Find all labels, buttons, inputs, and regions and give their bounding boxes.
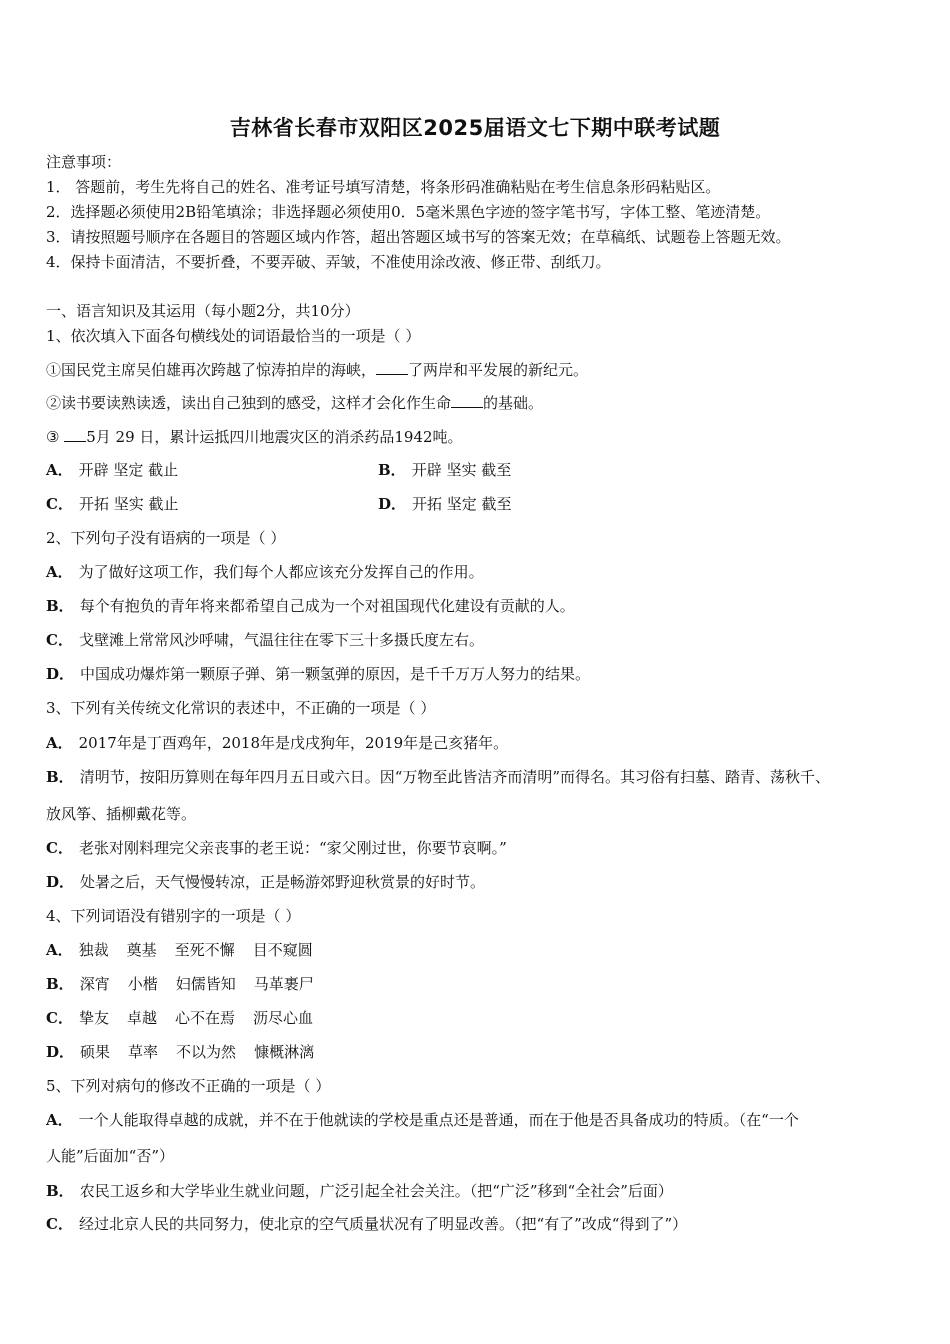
notice-item-4: 4．保持卡面清洁，不要折叠，不要弄破、弄皱，不准使用涂改液、修正带、刮纸刀。 bbox=[46, 253, 611, 271]
question-5-option-b: B． 农民工返乡和大学毕业生就业问题，广泛引起全社会关注。（把“广泛”移到“全社会”后面） bbox=[46, 1182, 673, 1200]
notice-item-2: 2．选择题必须使用2B铅笔填涂；非选择题必须使用0．5毫米黑色字迹的签字笔书写，字体工整、笔迹清楚。 bbox=[46, 203, 771, 221]
question-4-option-c: C． 挚友 卓越 心不在焉 沥尽心血 bbox=[46, 1009, 314, 1027]
fill-blank bbox=[451, 393, 483, 408]
question-2-option-d: D． 中国成功爆炸第一颗原子弹、第一颗氢弹的原因，是千千万万人努力的结果。 bbox=[46, 665, 591, 683]
page-title: 吉林省长春市双阳区2025届语文七下期中联考试题 bbox=[229, 116, 721, 140]
question-2-option-a: A． 为了做好这项工作，我们每个人都应该充分发挥自己的作用。 bbox=[46, 563, 484, 581]
notice-item-3: 3．请按照题号顺序在各题目的答题区域内作答，超出答题区域书写的答案无效；在草稿纸、试题卷上答题无效。 bbox=[46, 228, 791, 246]
question-5-option-c: C． 经过北京人民的共同努力，使北京的空气质量状况有了明显改善。（把“有了”改成“得到了”） bbox=[46, 1215, 688, 1233]
question-2-stem: 2、下列句子没有语病的一项是（ ） bbox=[46, 529, 286, 547]
question-3-option-b: B． 清明节，按阳历算则在每年四月五日或六日。因“万物至此皆洁齐而清明”而得名。其习俗有扫墓、踏青、荡秋千、 bbox=[46, 768, 831, 786]
notice-heading: 注意事项： bbox=[46, 153, 122, 171]
question-1-option-d: D． 开拓 坚定 截至 bbox=[378, 495, 512, 513]
question-1-option-c: C． 开拓 坚实 截止 bbox=[46, 495, 179, 513]
question-3-option-d: D． 处暑之后，天气慢慢转凉，正是畅游郊野迎秋赏景的好时节。 bbox=[46, 873, 486, 891]
notice-item-1: 1． 答题前，考生先将自己的姓名、准考证号填写清楚，将条形码准确粘贴在考生信息条形码粘贴区。 bbox=[46, 178, 721, 196]
question-5-stem: 5、下列对病句的修改不正确的一项是（ ） bbox=[46, 1077, 331, 1095]
fill-blank bbox=[376, 360, 408, 375]
question-4-option-b: B． 深宵 小楷 妇儒皆知 马革裹尸 bbox=[46, 975, 314, 993]
question-5-option-a: A． 一个人能取得卓越的成就，并不在于他就读的学校是重点还是普通，而在于他是否具备成功的特质。（在“一个 bbox=[46, 1111, 799, 1129]
question-1-stem: 1、依次填入下面各句横线处的词语最恰当的一项是（ ） bbox=[46, 327, 421, 345]
question-3-option-c: C． 老张对刚料理完父亲丧事的老王说：“家父刚过世，你要节哀啊。” bbox=[46, 839, 507, 857]
question-1-sentence-1: ①国民党主席吴伯雄再次跨越了惊涛拍岸的海峡， 了两岸和平发展的新纪元。 bbox=[46, 361, 589, 379]
question-4-option-d: D． 硕果 草率 不以为然 慷概淋漓 bbox=[46, 1043, 315, 1061]
question-3-option-b-continued: 放风筝、插柳戴花等。 bbox=[46, 805, 197, 823]
question-1-option-b: B． 开辟 坚实 截至 bbox=[378, 461, 512, 479]
question-1-sentence-3: ③ 5月 29 日，累计运抵四川地震灾区的消杀药品1942吨。 bbox=[46, 428, 463, 446]
question-1-option-a: A． 开辟 坚定 截止 bbox=[46, 461, 179, 479]
question-3-stem: 3、下列有关传统文化常识的表述中，不正确的一项是（ ） bbox=[46, 699, 436, 717]
question-2-option-b: B． 每个有抱负的青年将来都希望自己成为一个对祖国现代化建设有贡献的人。 bbox=[46, 597, 575, 615]
question-1-sentence-2: ②读书要读熟读透，读出自己独到的感受，这样才会化作生命 的基础。 bbox=[46, 394, 544, 412]
question-2-option-c: C． 戈壁滩上常常风沙呼啸，气温往往在零下三十多摄氏度左右。 bbox=[46, 631, 484, 649]
fill-blank bbox=[64, 427, 86, 442]
question-3-option-a: A． 2017年是丁酉鸡年，2018年是戊戌狗年，2019年是己亥猪年。 bbox=[46, 734, 509, 752]
question-5-option-a-continued: 人能”后面加“否”） bbox=[46, 1147, 175, 1165]
question-4-stem: 4、下列词语没有错别字的一项是（ ） bbox=[46, 907, 301, 925]
section-heading: 一、语言知识及其运用（每小题2分，共10分） bbox=[46, 302, 360, 320]
question-4-option-a: A． 独裁 奠基 至死不懈 目不窥圆 bbox=[46, 941, 313, 959]
